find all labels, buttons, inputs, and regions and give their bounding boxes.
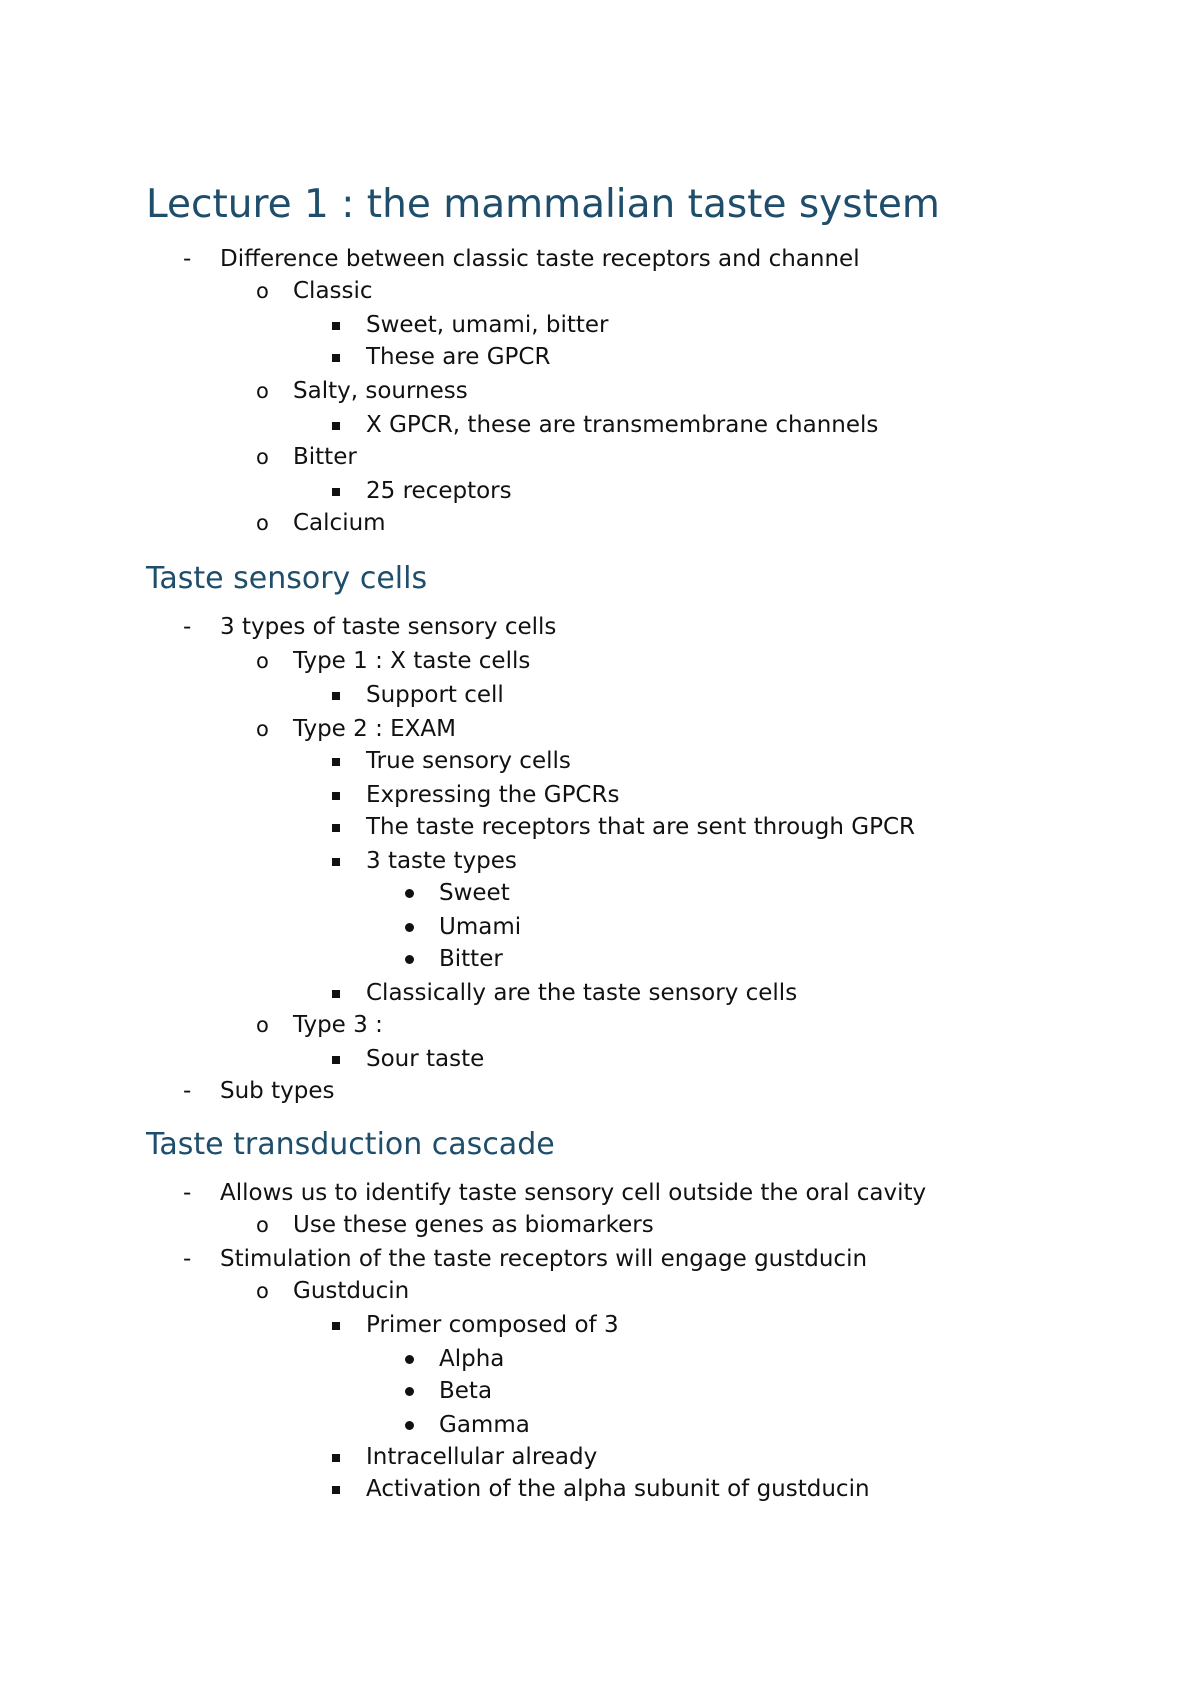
list-item — [256, 713, 457, 745]
square-bullet-icon — [332, 692, 340, 700]
list-item-text: These are GPCR — [366, 344, 551, 370]
square-bullet-icon — [332, 488, 340, 496]
dash-bullet: - — [183, 1180, 192, 1206]
square-bullet-icon — [332, 792, 340, 800]
round-bullet-icon — [405, 1387, 414, 1396]
list-item-text: Calcium — [293, 510, 386, 536]
square-bullet-icon — [332, 758, 340, 766]
list-item-text: Stimulation of the taste receptors will engage gustducin — [220, 1246, 868, 1272]
list-item — [366, 1309, 619, 1341]
list-item — [256, 275, 373, 307]
page-title: Lecture 1 : the mammalian taste system — [146, 182, 940, 227]
square-bullet-icon — [332, 1486, 340, 1494]
list-item — [183, 611, 557, 643]
circle-bullet: o — [256, 511, 269, 535]
dash-bullet: - — [183, 1246, 192, 1272]
list-item-text: Alpha — [439, 1346, 505, 1372]
list-item-text: Salty, sourness — [293, 378, 468, 404]
list-item — [366, 1043, 484, 1075]
list-item — [366, 779, 619, 811]
list-item-text: True sensory cells — [366, 748, 571, 774]
list-item-text: Classic — [293, 278, 373, 304]
list-item-text: Bitter — [293, 444, 357, 470]
list-item — [439, 1409, 530, 1441]
square-bullet-icon — [332, 1454, 340, 1462]
dash-bullet: - — [183, 614, 192, 640]
section-heading-taste-transduction-cascade: Taste transduction cascade — [146, 1127, 555, 1162]
round-bullet-icon — [405, 889, 414, 898]
list-item — [366, 341, 550, 373]
list-item — [256, 1209, 654, 1241]
square-bullet-icon — [332, 990, 340, 998]
dash-bullet: - — [183, 246, 192, 272]
list-item — [366, 309, 608, 341]
square-bullet-icon — [332, 422, 340, 430]
round-bullet-icon — [405, 1355, 414, 1364]
list-item — [366, 679, 504, 711]
list-item — [366, 1473, 870, 1505]
list-item — [256, 507, 386, 539]
list-item-text: Classically are the taste sensory cells — [366, 980, 798, 1006]
circle-bullet: o — [256, 445, 269, 469]
list-item — [183, 1075, 335, 1107]
list-item-text: Sour taste — [366, 1046, 485, 1072]
list-item — [256, 1009, 383, 1041]
list-item-text: Gustducin — [293, 1278, 410, 1304]
list-item — [256, 645, 531, 677]
list-item — [366, 811, 915, 843]
list-item — [366, 475, 512, 507]
circle-bullet: o — [256, 649, 269, 673]
list-item-text: X GPCR, these are transmembrane channels — [366, 412, 879, 438]
list-item-text: Gamma — [439, 1412, 530, 1438]
dash-bullet: - — [183, 1078, 192, 1104]
list-item — [366, 409, 878, 441]
list-item — [183, 243, 860, 275]
list-item — [439, 911, 521, 943]
list-item-text: Bitter — [439, 946, 503, 972]
list-item-text: 3 taste types — [366, 848, 517, 874]
list-item-text: Sweet — [439, 880, 510, 906]
list-item — [439, 1375, 492, 1407]
round-bullet-icon — [405, 1421, 414, 1430]
list-item — [183, 1243, 868, 1275]
circle-bullet: o — [256, 279, 269, 303]
list-item-text: 3 types of taste sensory cells — [220, 614, 557, 640]
list-item — [439, 943, 503, 975]
round-bullet-icon — [405, 923, 414, 932]
square-bullet-icon — [332, 858, 340, 866]
list-item — [366, 845, 517, 877]
circle-bullet: o — [256, 1213, 269, 1237]
list-item-text: Allows us to identify taste sensory cell outside the oral cavity — [220, 1180, 927, 1206]
list-item — [439, 877, 510, 909]
list-item-text: 25 receptors — [366, 478, 512, 504]
list-item-text: Beta — [439, 1378, 493, 1404]
list-item — [439, 1343, 504, 1375]
list-item — [366, 1441, 597, 1473]
square-bullet-icon — [332, 1322, 340, 1330]
list-item-text: Type 2 : EXAM — [293, 716, 457, 742]
list-item-text: Type 1 : X taste cells — [293, 648, 531, 674]
list-item — [256, 441, 357, 473]
list-item — [366, 977, 797, 1009]
square-bullet-icon — [332, 322, 340, 330]
list-item-text: Type 3 : — [293, 1012, 383, 1038]
circle-bullet: o — [256, 717, 269, 741]
list-item-text: Intracellular already — [366, 1444, 598, 1470]
square-bullet-icon — [332, 1056, 340, 1064]
list-item-text: Primer composed of 3 — [366, 1312, 619, 1338]
circle-bullet: o — [256, 1013, 269, 1037]
list-item-text: Activation of the alpha subunit of gustducin — [366, 1476, 870, 1502]
square-bullet-icon — [332, 354, 340, 362]
square-bullet-icon — [332, 824, 340, 832]
list-item-text: Difference between classic taste receptors and channel — [220, 246, 860, 272]
list-item-text: Sub types — [220, 1078, 335, 1104]
list-item-text: Expressing the GPCRs — [366, 782, 620, 808]
circle-bullet: o — [256, 1279, 269, 1303]
round-bullet-icon — [405, 955, 414, 964]
list-item-text: Sweet, umami, bitter — [366, 312, 609, 338]
list-item-text: The taste receptors that are sent through GPCR — [366, 814, 915, 840]
list-item — [366, 745, 571, 777]
list-item-text: Support cell — [366, 682, 504, 708]
list-item — [256, 375, 468, 407]
list-item-text: Use these genes as biomarkers — [293, 1212, 654, 1238]
circle-bullet: o — [256, 379, 269, 403]
list-item — [256, 1275, 410, 1307]
list-item — [183, 1177, 927, 1209]
list-item-text: Umami — [439, 914, 522, 940]
section-heading-taste-sensory-cells: Taste sensory cells — [146, 561, 428, 596]
